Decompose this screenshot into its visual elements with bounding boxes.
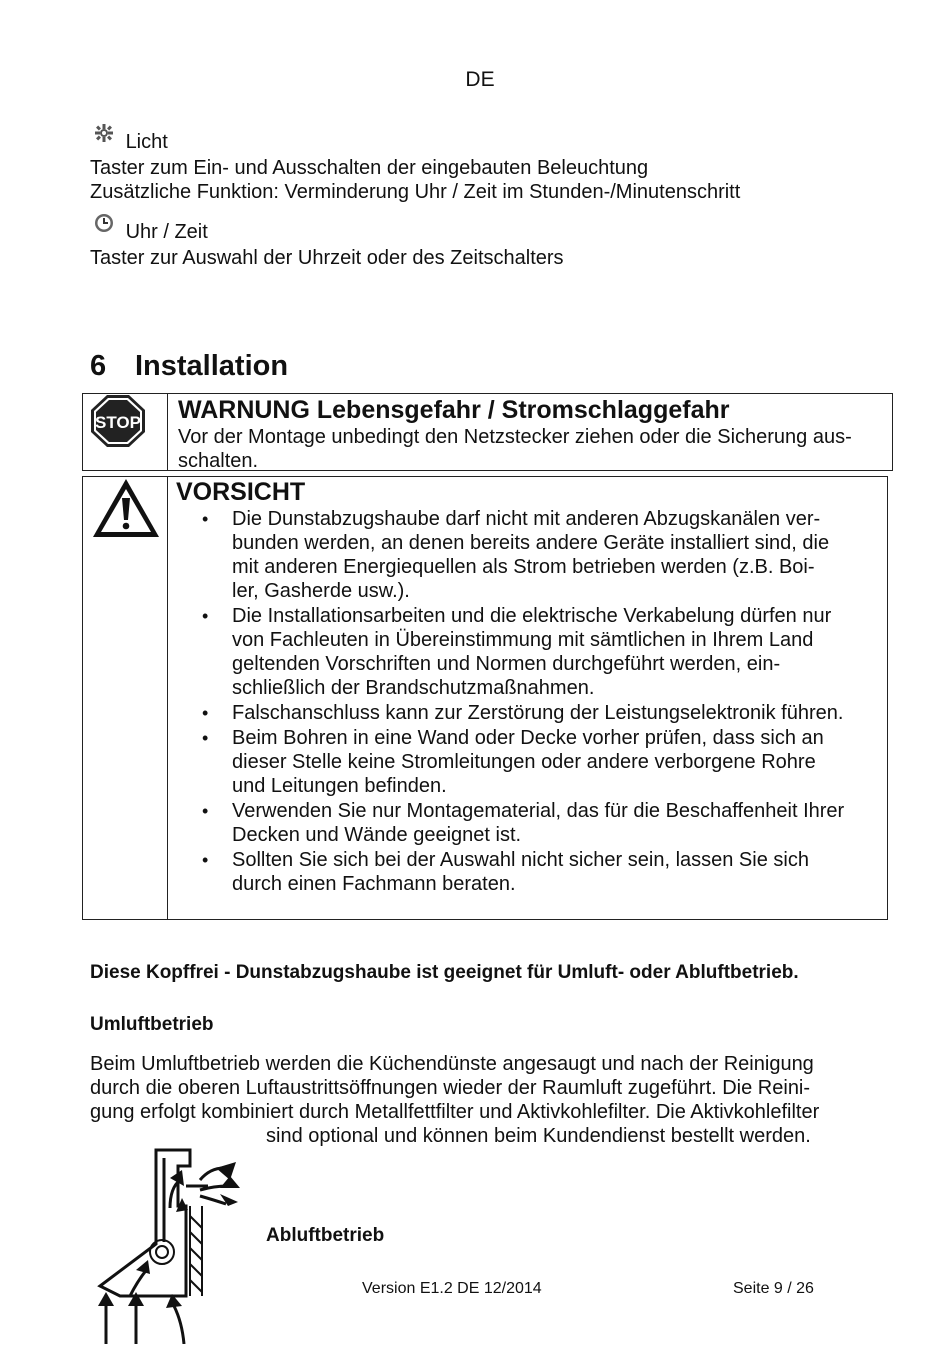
umluft-text bbox=[90, 1052, 819, 1148]
caution-content bbox=[176, 478, 876, 897]
licht-block bbox=[90, 130, 740, 204]
caution-item: • Beim Bohren in eine Wand oder Decke vorher prüfen, dass sich an dieser Stelle keine Stromleitungen oder andere verborgene Rohre und Leitungen befinden. bbox=[202, 727, 824, 797]
footer-version: Version E1.2 DE 12/2014 bbox=[362, 1280, 542, 1297]
warning-content bbox=[178, 396, 852, 473]
warning-triangle-icon bbox=[91, 476, 161, 545]
stop-sign-text: STOP bbox=[95, 413, 141, 432]
caution-list bbox=[202, 507, 876, 896]
caution-item: • Die Installationsarbeiten und die elektrische Verkabelung dürfen nur von Fachleuten in Übereinstimmung mit sämtlichen in Ihrem Land geltenden Vorschriften und Normen durchgeführt werden, ein- schließlich der Brandschutzmaßnahmen. bbox=[202, 605, 832, 699]
umluft-line: Beim Umluftbetrieb werden die Küchendünste angesaugt und nach der Reinigung bbox=[90, 1053, 814, 1075]
umluft-heading: Umluftbetrieb bbox=[90, 1014, 214, 1035]
intro-statement: Diese Kopffrei - Dunstabzugshaube ist geeignet für Umluft- oder Abluftbetrieb. bbox=[90, 962, 799, 983]
caution-item: • Die Dunstabzugshaube darf nicht mit anderen Abzugskanälen ver- bunden werden, an denen bereits andere Geräte installiert sind, die mit anderen Energiequellen als Strom betrieben werden (z.B. Boi- ler, Gasherde usw.). bbox=[202, 508, 830, 602]
section-heading bbox=[90, 350, 288, 383]
caution-item: • Sollten Sie sich bei der Auswahl nicht sicher sein, lassen Sie sich durch einen Fachmann beraten. bbox=[202, 849, 809, 895]
clock-icon bbox=[94, 213, 114, 239]
section-title: Installation bbox=[135, 350, 289, 382]
uhr-line-1: Taster zur Auswahl der Uhrzeit oder des Zeitschalters bbox=[90, 247, 564, 269]
section-number: 6 bbox=[90, 350, 107, 382]
licht-title: Licht bbox=[125, 131, 168, 153]
page-language: DE bbox=[465, 68, 495, 91]
warning-divider bbox=[167, 393, 168, 471]
uhr-block bbox=[90, 220, 564, 270]
umluft-line: sind optional und können beim Kundendienst bestellt werden. bbox=[266, 1125, 811, 1147]
uhr-title: Uhr / Zeit bbox=[125, 221, 208, 243]
caution-title: VORSICHT bbox=[176, 478, 306, 506]
licht-line-1: Taster zum Ein- und Ausschalten der eingebauten Beleuchtung bbox=[90, 157, 649, 179]
licht-line-2: Zusätzliche Funktion: Verminderung Uhr / Zeit im Stunden-/Minutenschritt bbox=[90, 181, 741, 203]
umluft-line: durch die oberen Luftaustrittsöffnungen wieder der Raumluft zugeführt. Die Reini- bbox=[90, 1077, 811, 1099]
footer-page-number: Seite 9 / 26 bbox=[733, 1280, 814, 1297]
warning-title: WARNUNG Lebensgefahr / Stromschlaggefahr bbox=[178, 396, 730, 424]
caution-item: • Falschanschluss kann zur Zerstörung der Leistungselektronik führen. bbox=[202, 702, 844, 724]
warning-line-2: schalten. bbox=[178, 450, 259, 472]
hood-airflow-diagram bbox=[90, 1146, 250, 1349]
caution-item: • Verwenden Sie nur Montagematerial, das für die Beschaffenheit Ihrer Decken und Wände geeignet ist. bbox=[202, 800, 845, 846]
stop-sign-icon bbox=[90, 394, 146, 453]
umluft-line: gung erfolgt kombiniert durch Metallfettfilter und Aktivkohlefilter. Die Aktivkohlefilter bbox=[90, 1101, 820, 1123]
gear-light-icon bbox=[94, 124, 114, 148]
warning-line-1: Vor der Montage unbedingt den Netzstecker ziehen oder die Sicherung aus- bbox=[178, 426, 852, 448]
caution-divider bbox=[167, 476, 168, 920]
abluft-heading: Abluftbetrieb bbox=[266, 1225, 385, 1246]
licht-title-row bbox=[90, 130, 740, 156]
uhr-title-row bbox=[90, 220, 564, 246]
